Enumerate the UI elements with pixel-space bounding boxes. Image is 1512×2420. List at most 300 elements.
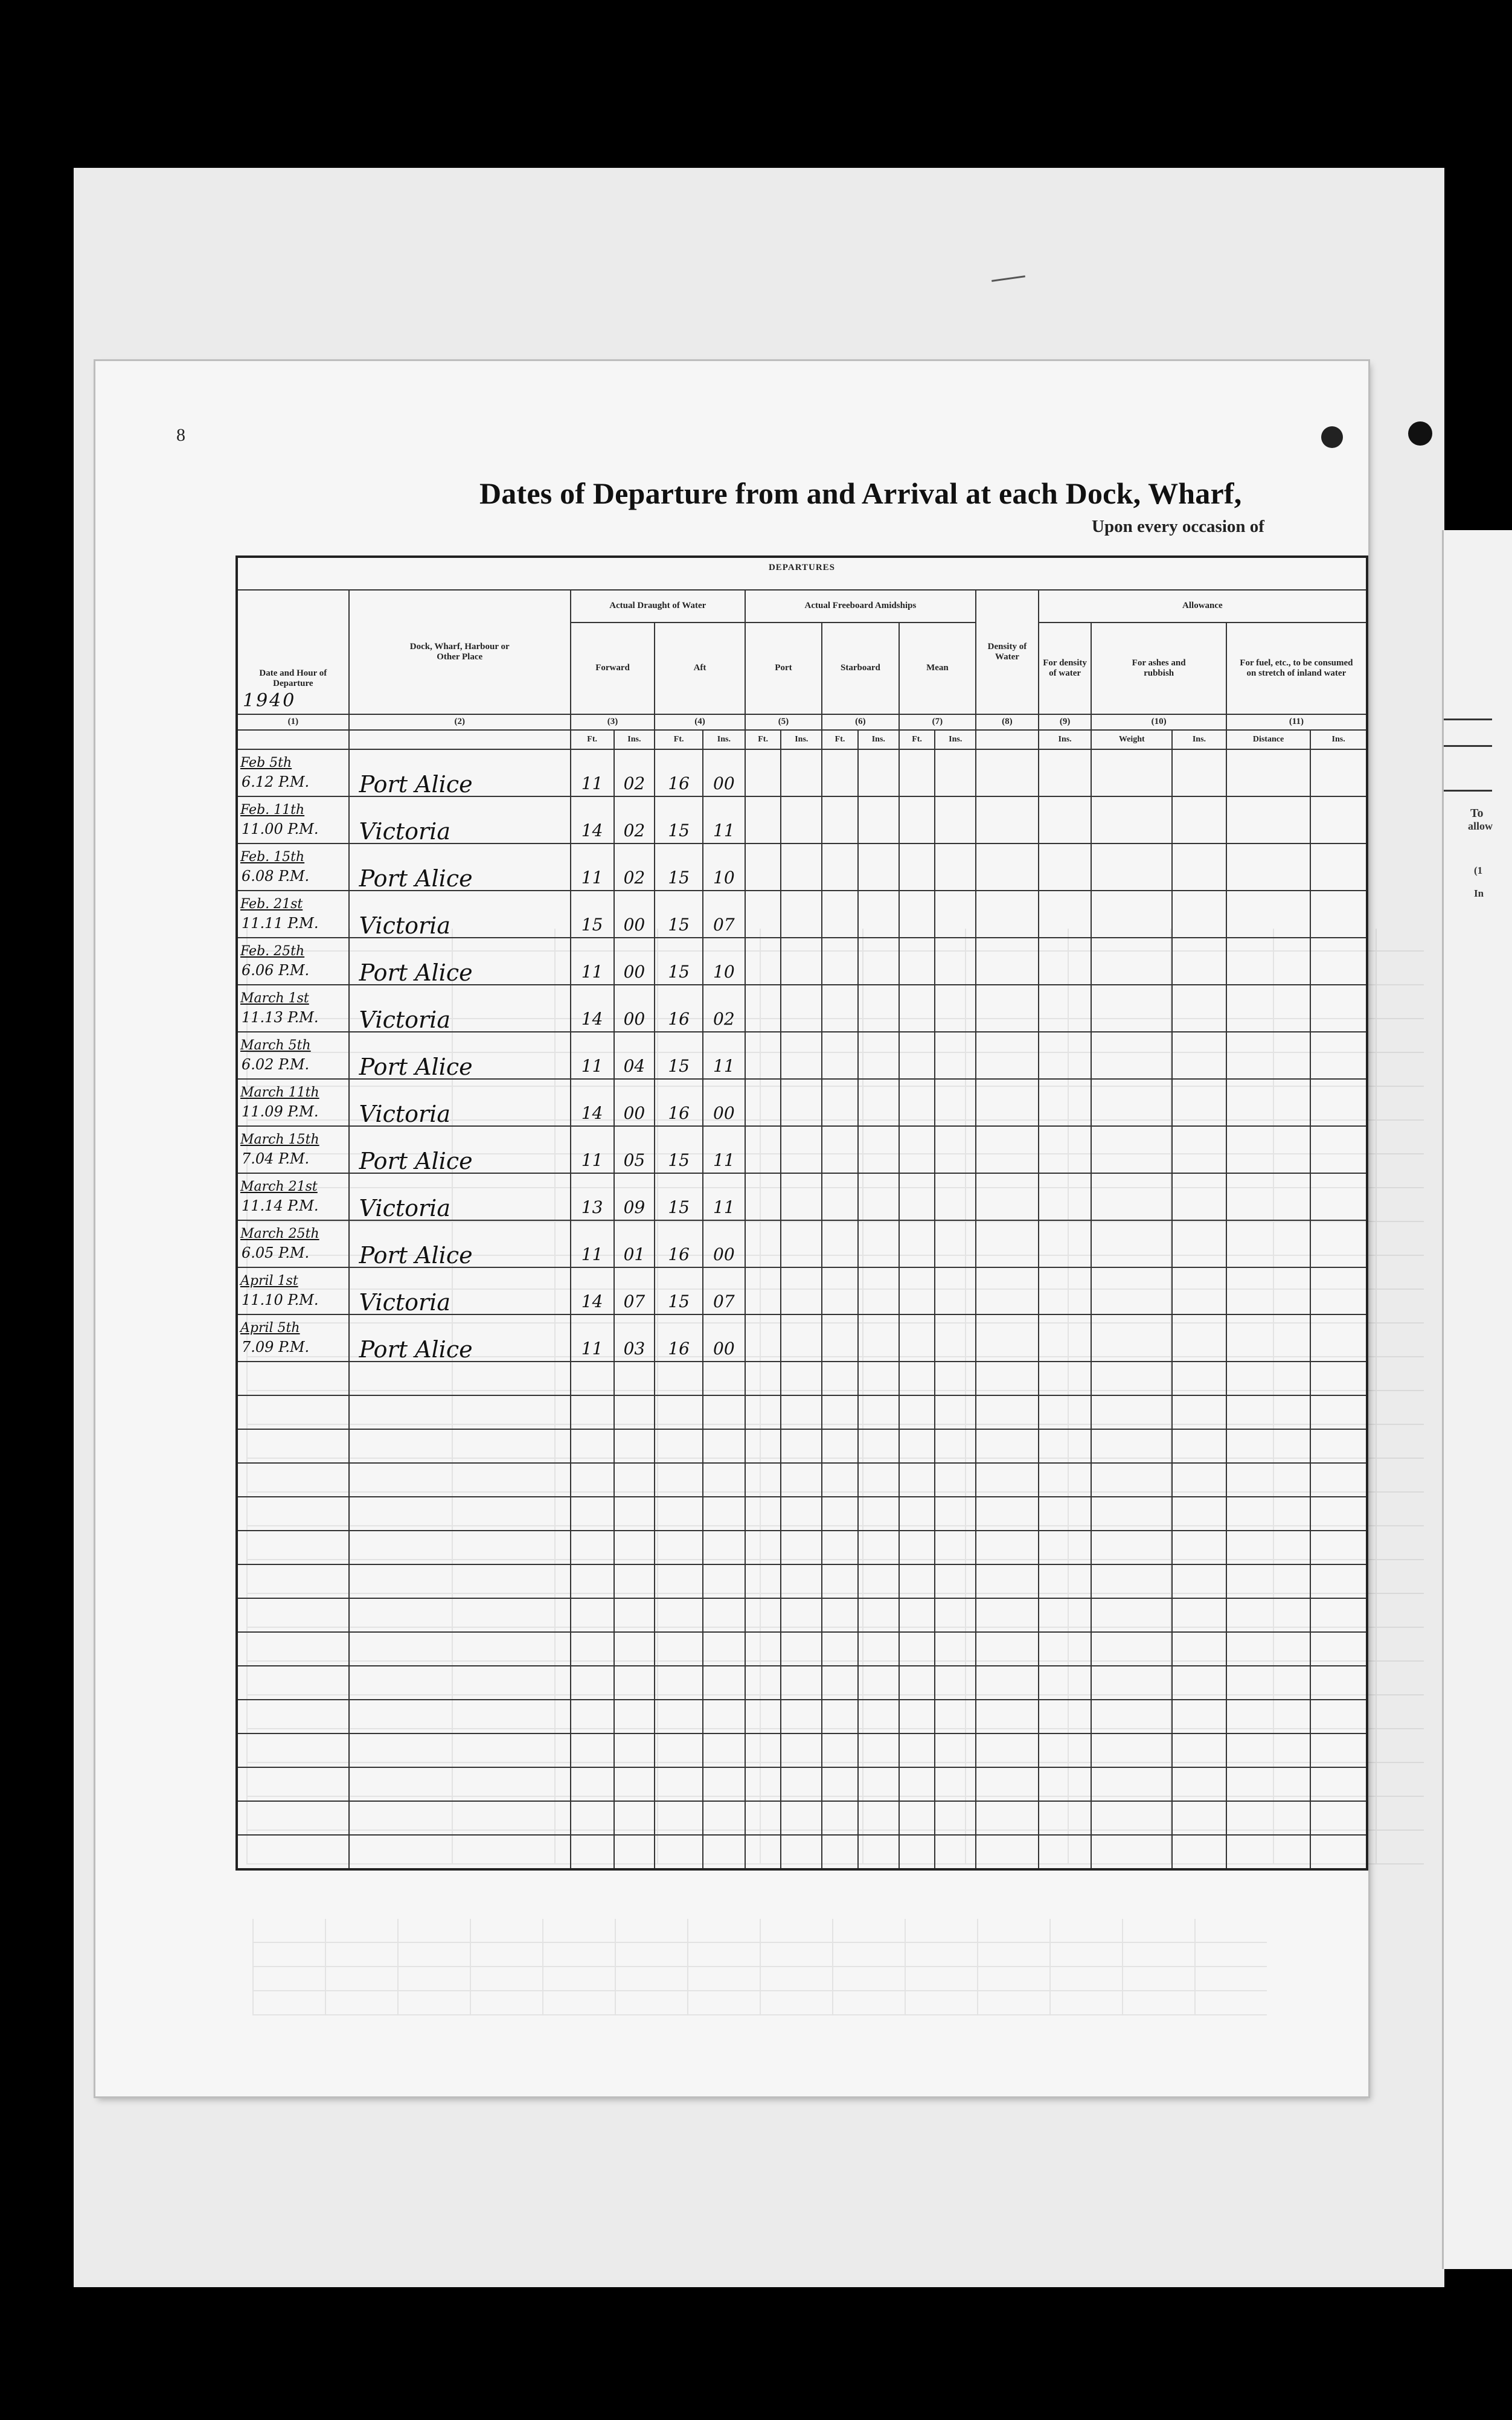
place-cell: Port Alice xyxy=(349,1032,571,1079)
empty-cell xyxy=(1172,1362,1226,1395)
empty-cell xyxy=(899,1801,935,1835)
empty-cell xyxy=(655,1835,703,1869)
departure-time: 11.14 P.M. xyxy=(242,1197,319,1214)
empty-cell xyxy=(1172,796,1226,843)
empty-cell xyxy=(237,1564,349,1598)
empty-cell xyxy=(703,1801,745,1835)
empty-cell xyxy=(237,1362,349,1395)
empty-cell xyxy=(571,1531,614,1564)
forward-ins-cell: 00 xyxy=(614,1079,655,1126)
table-row xyxy=(237,938,1367,985)
empty-cell xyxy=(1091,985,1172,1032)
forward-ft-cell: 11 xyxy=(571,1126,614,1173)
empty-cell xyxy=(1091,938,1172,985)
empty-cell xyxy=(781,1395,822,1429)
empty-cell xyxy=(1039,1497,1092,1531)
departure-date: April 5th xyxy=(240,1320,300,1336)
empty-cell xyxy=(822,1700,858,1733)
table-row-empty xyxy=(237,1463,1367,1497)
empty-cell xyxy=(1091,1429,1172,1463)
forward-ins-cell: 00 xyxy=(614,985,655,1032)
empty-cell xyxy=(237,1700,349,1733)
empty-cell xyxy=(781,938,822,985)
forward-ins-cell: 00 xyxy=(614,891,655,938)
empty-cell xyxy=(1226,1700,1310,1733)
empty-cell xyxy=(745,1497,781,1531)
empty-cell xyxy=(935,1429,976,1463)
empty-cell xyxy=(899,1429,935,1463)
aft-ft-cell: 16 xyxy=(655,749,703,796)
empty-cell xyxy=(1091,1632,1172,1666)
empty-cell xyxy=(703,1733,745,1767)
unit-ft: Ft. xyxy=(655,730,703,749)
aft-ins-cell: 11 xyxy=(703,796,745,843)
empty-cell xyxy=(614,1497,655,1531)
empty-cell xyxy=(781,1429,822,1463)
forward-ft-cell: 13 xyxy=(571,1173,614,1220)
empty-cell xyxy=(899,1362,935,1395)
empty-cell xyxy=(703,1598,745,1632)
table-row-empty xyxy=(237,1700,1367,1733)
empty-cell xyxy=(858,1173,899,1220)
place-cell: Victoria xyxy=(349,1079,571,1126)
col-num-3: (3) xyxy=(571,714,655,730)
col-num-9: (9) xyxy=(1039,714,1092,730)
empty-cell xyxy=(745,1598,781,1632)
empty-cell xyxy=(1039,1173,1092,1220)
empty-cell xyxy=(781,1220,822,1267)
empty-cell xyxy=(858,1079,899,1126)
empty-cell xyxy=(1226,1767,1310,1801)
empty-cell xyxy=(237,1463,349,1497)
empty-cell xyxy=(781,1497,822,1531)
aft-ft-cell: 16 xyxy=(655,1220,703,1267)
empty-cell xyxy=(781,796,822,843)
table-row xyxy=(237,1220,1367,1267)
forward-ft-cell: 15 xyxy=(571,891,614,938)
empty-cell xyxy=(1039,1598,1092,1632)
empty-cell xyxy=(899,1531,935,1564)
for-fuel-header: For fuel, etc., to be consumed on stretch of inland water xyxy=(1226,623,1367,714)
empty-cell xyxy=(745,1463,781,1497)
empty-cell xyxy=(349,1835,571,1869)
empty-cell xyxy=(781,1362,822,1395)
forward-ins-cell: 03 xyxy=(614,1314,655,1362)
forward-ins-cell: 04 xyxy=(614,1032,655,1079)
table-row-empty xyxy=(237,1564,1367,1598)
unit-ft: Ft. xyxy=(822,730,858,749)
empty-cell xyxy=(781,1564,822,1598)
empty-cell xyxy=(703,1835,745,1869)
empty-cell xyxy=(237,1531,349,1564)
empty-cell xyxy=(349,1666,571,1700)
empty-cell xyxy=(858,1032,899,1079)
departure-date: March 1st xyxy=(240,991,309,1006)
empty-cell xyxy=(1310,938,1367,985)
empty-cell xyxy=(976,1497,1039,1531)
aft-ins-cell: 00 xyxy=(703,1314,745,1362)
empty-cell xyxy=(745,1666,781,1700)
empty-cell xyxy=(899,1220,935,1267)
unit-ft: Ft. xyxy=(745,730,781,749)
empty-cell xyxy=(614,1835,655,1869)
empty-cell xyxy=(822,1733,858,1767)
empty-cell xyxy=(822,1173,858,1220)
empty-cell xyxy=(349,1531,571,1564)
empty-cell xyxy=(349,1395,571,1429)
page-subtitle: Upon every occasion of xyxy=(1092,517,1264,536)
date-cell xyxy=(237,1220,349,1267)
date-cell xyxy=(237,1126,349,1173)
empty-cell xyxy=(745,1079,781,1126)
empty-cell xyxy=(614,1801,655,1835)
date-cell xyxy=(237,891,349,938)
empty-cell xyxy=(822,1531,858,1564)
empty-cell xyxy=(703,1395,745,1429)
empty-cell xyxy=(976,985,1039,1032)
empty-cell xyxy=(745,1632,781,1666)
departures-header: DEPARTURES xyxy=(237,557,1367,590)
col-num-8: (8) xyxy=(976,714,1039,730)
empty-cell xyxy=(1039,1767,1092,1801)
empty-cell xyxy=(1226,1314,1310,1362)
empty-cell xyxy=(655,1497,703,1531)
empty-cell xyxy=(745,1733,781,1767)
aft-ft-cell: 15 xyxy=(655,1126,703,1173)
empty-cell xyxy=(899,1267,935,1314)
empty-cell xyxy=(571,1700,614,1733)
empty-cell xyxy=(237,1733,349,1767)
empty-cell xyxy=(935,1079,976,1126)
aft-ft-cell: 15 xyxy=(655,938,703,985)
empty-cell xyxy=(1226,1463,1310,1497)
date-cell xyxy=(237,796,349,843)
empty-cell xyxy=(571,1801,614,1835)
empty-cell xyxy=(1310,1531,1367,1564)
forward-ins-cell: 07 xyxy=(614,1267,655,1314)
empty-cell xyxy=(655,1801,703,1835)
empty-cell xyxy=(1172,985,1226,1032)
empty-cell xyxy=(1039,938,1092,985)
empty-cell xyxy=(858,1531,899,1564)
unit-blank xyxy=(237,730,349,749)
empty-cell xyxy=(745,1531,781,1564)
empty-cell xyxy=(899,1126,935,1173)
empty-cell xyxy=(703,1429,745,1463)
unit-weight: Weight xyxy=(1091,730,1172,749)
empty-cell xyxy=(822,1362,858,1395)
page-number: 8 xyxy=(176,425,185,445)
empty-cell xyxy=(1310,1463,1367,1497)
empty-cell xyxy=(1226,1835,1310,1869)
empty-cell xyxy=(1172,1666,1226,1700)
aft-ins-cell: 10 xyxy=(703,843,745,891)
unit-ins: Ins. xyxy=(858,730,899,749)
place-cell: Victoria xyxy=(349,796,571,843)
empty-cell xyxy=(935,1463,976,1497)
empty-cell xyxy=(935,1700,976,1733)
departure-date: Feb. 21st xyxy=(240,897,303,912)
empty-cell xyxy=(976,1598,1039,1632)
empty-cell xyxy=(858,1395,899,1429)
empty-cell xyxy=(614,1463,655,1497)
empty-cell xyxy=(1091,1463,1172,1497)
col-num-2: (2) xyxy=(349,714,571,730)
empty-cell xyxy=(858,1314,899,1362)
col-num-1: (1) xyxy=(237,714,349,730)
empty-cell xyxy=(703,1666,745,1700)
empty-cell xyxy=(1226,1733,1310,1767)
empty-cell xyxy=(976,1220,1039,1267)
empty-cell xyxy=(1310,1126,1367,1173)
date-cell xyxy=(237,938,349,985)
empty-cell xyxy=(976,1126,1039,1173)
empty-cell xyxy=(822,1767,858,1801)
empty-cell xyxy=(858,1564,899,1598)
empty-cell xyxy=(976,1666,1039,1700)
empty-cell xyxy=(1172,1531,1226,1564)
empty-cell xyxy=(935,1314,976,1362)
empty-cell xyxy=(237,1767,349,1801)
forward-ins-cell: 05 xyxy=(614,1126,655,1173)
page-title: Dates of Departure from and Arrival at each Dock, Wharf, xyxy=(479,476,1242,510)
empty-cell xyxy=(571,1564,614,1598)
empty-cell xyxy=(976,1267,1039,1314)
empty-cell xyxy=(822,1395,858,1429)
empty-cell xyxy=(349,1632,571,1666)
table-row-empty xyxy=(237,1767,1367,1801)
empty-cell xyxy=(935,749,976,796)
empty-cell xyxy=(1226,938,1310,985)
empty-cell xyxy=(1039,1463,1092,1497)
empty-cell xyxy=(237,1395,349,1429)
empty-cell xyxy=(1039,1531,1092,1564)
empty-cell xyxy=(1310,1564,1367,1598)
empty-cell xyxy=(1039,1267,1092,1314)
empty-cell xyxy=(781,749,822,796)
empty-cell xyxy=(1310,1666,1367,1700)
empty-cell xyxy=(1091,1598,1172,1632)
empty-cell xyxy=(935,843,976,891)
aft-ft-cell: 16 xyxy=(655,1079,703,1126)
date-hour-label: Date and Hour of Departure xyxy=(259,668,327,689)
empty-cell xyxy=(976,843,1039,891)
table-row xyxy=(237,891,1367,938)
empty-cell xyxy=(571,1767,614,1801)
empty-cell xyxy=(858,938,899,985)
aft-ins-cell: 00 xyxy=(703,749,745,796)
empty-cell xyxy=(1039,1126,1092,1173)
empty-cell xyxy=(745,749,781,796)
place-cell: Victoria xyxy=(349,891,571,938)
aft-ft-cell: 16 xyxy=(655,1314,703,1362)
empty-cell xyxy=(1310,1079,1367,1126)
empty-cell xyxy=(1226,1801,1310,1835)
empty-cell xyxy=(1172,1598,1226,1632)
empty-cell xyxy=(781,1666,822,1700)
adjacent-page-edge xyxy=(1442,530,1512,2269)
empty-cell xyxy=(899,1700,935,1733)
empty-cell xyxy=(745,985,781,1032)
empty-cell xyxy=(976,1362,1039,1395)
empty-cell xyxy=(1310,1767,1367,1801)
table-row-empty xyxy=(237,1632,1367,1666)
empty-cell xyxy=(655,1700,703,1733)
empty-cell xyxy=(349,1733,571,1767)
empty-cell xyxy=(1039,1564,1092,1598)
empty-cell xyxy=(1226,1267,1310,1314)
density-header: Density of Water xyxy=(976,590,1039,714)
empty-cell xyxy=(1091,1700,1172,1733)
adjacent-col-num: (1 xyxy=(1474,865,1483,876)
empty-cell xyxy=(822,1220,858,1267)
empty-cell xyxy=(935,1220,976,1267)
empty-cell xyxy=(1310,1173,1367,1220)
empty-cell xyxy=(237,1497,349,1531)
empty-cell xyxy=(935,1564,976,1598)
empty-cell xyxy=(614,1767,655,1801)
unit-blank xyxy=(349,730,571,749)
empty-cell xyxy=(1039,985,1092,1032)
empty-cell xyxy=(781,1463,822,1497)
empty-cell xyxy=(976,796,1039,843)
empty-cell xyxy=(1172,1173,1226,1220)
departure-time: 11.09 P.M. xyxy=(242,1103,319,1120)
empty-cell xyxy=(1091,1497,1172,1531)
empty-cell xyxy=(745,796,781,843)
empty-cell xyxy=(935,1126,976,1173)
empty-cell xyxy=(614,1531,655,1564)
empty-cell xyxy=(781,1835,822,1869)
departure-time: 7.04 P.M. xyxy=(242,1150,310,1167)
empty-cell xyxy=(1091,749,1172,796)
empty-cell xyxy=(571,1395,614,1429)
empty-cell xyxy=(858,1801,899,1835)
empty-cell xyxy=(976,1395,1039,1429)
forward-ft-cell: 14 xyxy=(571,796,614,843)
empty-cell xyxy=(614,1362,655,1395)
empty-cell xyxy=(858,1429,899,1463)
empty-cell xyxy=(1310,1267,1367,1314)
aft-ins-cell: 07 xyxy=(703,1267,745,1314)
place-cell: Port Alice xyxy=(349,938,571,985)
col-num-4: (4) xyxy=(655,714,745,730)
empty-cell xyxy=(858,1666,899,1700)
empty-cell xyxy=(1091,1767,1172,1801)
table-row-empty xyxy=(237,1801,1367,1835)
place-cell: Port Alice xyxy=(349,749,571,796)
unit-ins: Ins. xyxy=(1172,730,1226,749)
empty-cell xyxy=(858,796,899,843)
empty-cell xyxy=(745,1220,781,1267)
table-row xyxy=(237,749,1367,796)
empty-cell xyxy=(899,1733,935,1767)
empty-cell xyxy=(1039,1733,1092,1767)
empty-cell xyxy=(858,1463,899,1497)
empty-cell xyxy=(1310,843,1367,891)
empty-cell xyxy=(1310,1733,1367,1767)
col-num-5: (5) xyxy=(745,714,822,730)
empty-cell xyxy=(655,1362,703,1395)
empty-cell xyxy=(935,1801,976,1835)
table-row-empty xyxy=(237,1598,1367,1632)
empty-cell xyxy=(1172,1126,1226,1173)
empty-cell xyxy=(1226,1531,1310,1564)
empty-cell xyxy=(745,1267,781,1314)
empty-cell xyxy=(781,1314,822,1362)
table-row xyxy=(237,843,1367,891)
empty-cell xyxy=(822,1497,858,1531)
empty-cell xyxy=(1039,1220,1092,1267)
empty-cell xyxy=(571,1835,614,1869)
empty-cell xyxy=(237,1801,349,1835)
empty-cell xyxy=(1039,891,1092,938)
ledger-page xyxy=(95,361,1368,2096)
empty-cell xyxy=(781,843,822,891)
empty-cell xyxy=(976,1463,1039,1497)
empty-cell xyxy=(899,985,935,1032)
empty-cell xyxy=(935,938,976,985)
empty-cell xyxy=(1091,1564,1172,1598)
empty-cell xyxy=(1310,1362,1367,1395)
empty-cell xyxy=(1226,1032,1310,1079)
empty-cell xyxy=(858,1767,899,1801)
punch-hole-icon xyxy=(1321,426,1343,448)
col-num-6: (6) xyxy=(822,714,899,730)
empty-cell xyxy=(571,1497,614,1531)
empty-cell xyxy=(1226,1632,1310,1666)
col-num-10: (10) xyxy=(1091,714,1226,730)
empty-cell xyxy=(935,1598,976,1632)
empty-cell xyxy=(1172,1220,1226,1267)
empty-cell xyxy=(1039,1429,1092,1463)
table-row xyxy=(237,796,1367,843)
empty-cell xyxy=(781,1032,822,1079)
empty-cell xyxy=(899,938,935,985)
forward-ins-cell: 09 xyxy=(614,1173,655,1220)
empty-cell xyxy=(1310,796,1367,843)
empty-cell xyxy=(858,1598,899,1632)
empty-cell xyxy=(899,1632,935,1666)
empty-cell xyxy=(614,1564,655,1598)
date-cell xyxy=(237,1032,349,1079)
empty-cell xyxy=(1310,1700,1367,1733)
empty-cell xyxy=(1310,1835,1367,1869)
empty-cell xyxy=(745,1835,781,1869)
empty-cell xyxy=(745,891,781,938)
departure-time: 6.06 P.M. xyxy=(242,962,310,979)
empty-cell xyxy=(1039,1632,1092,1666)
empty-cell xyxy=(781,891,822,938)
empty-cell xyxy=(935,1666,976,1700)
departure-time: 7.09 P.M. xyxy=(242,1339,310,1356)
empty-cell xyxy=(1310,891,1367,938)
departures-table xyxy=(235,555,1368,1871)
empty-cell xyxy=(822,1032,858,1079)
empty-cell xyxy=(976,1079,1039,1126)
empty-cell xyxy=(976,938,1039,985)
empty-cell xyxy=(349,1497,571,1531)
departure-date: Feb. 15th xyxy=(240,850,305,865)
empty-cell xyxy=(935,1497,976,1531)
empty-cell xyxy=(349,1598,571,1632)
empty-cell xyxy=(571,1362,614,1395)
starboard-header: Starboard xyxy=(822,623,899,714)
table-row xyxy=(237,1079,1367,1126)
place-cell: Port Alice xyxy=(349,1314,571,1362)
empty-cell xyxy=(1172,1314,1226,1362)
empty-cell xyxy=(571,1463,614,1497)
